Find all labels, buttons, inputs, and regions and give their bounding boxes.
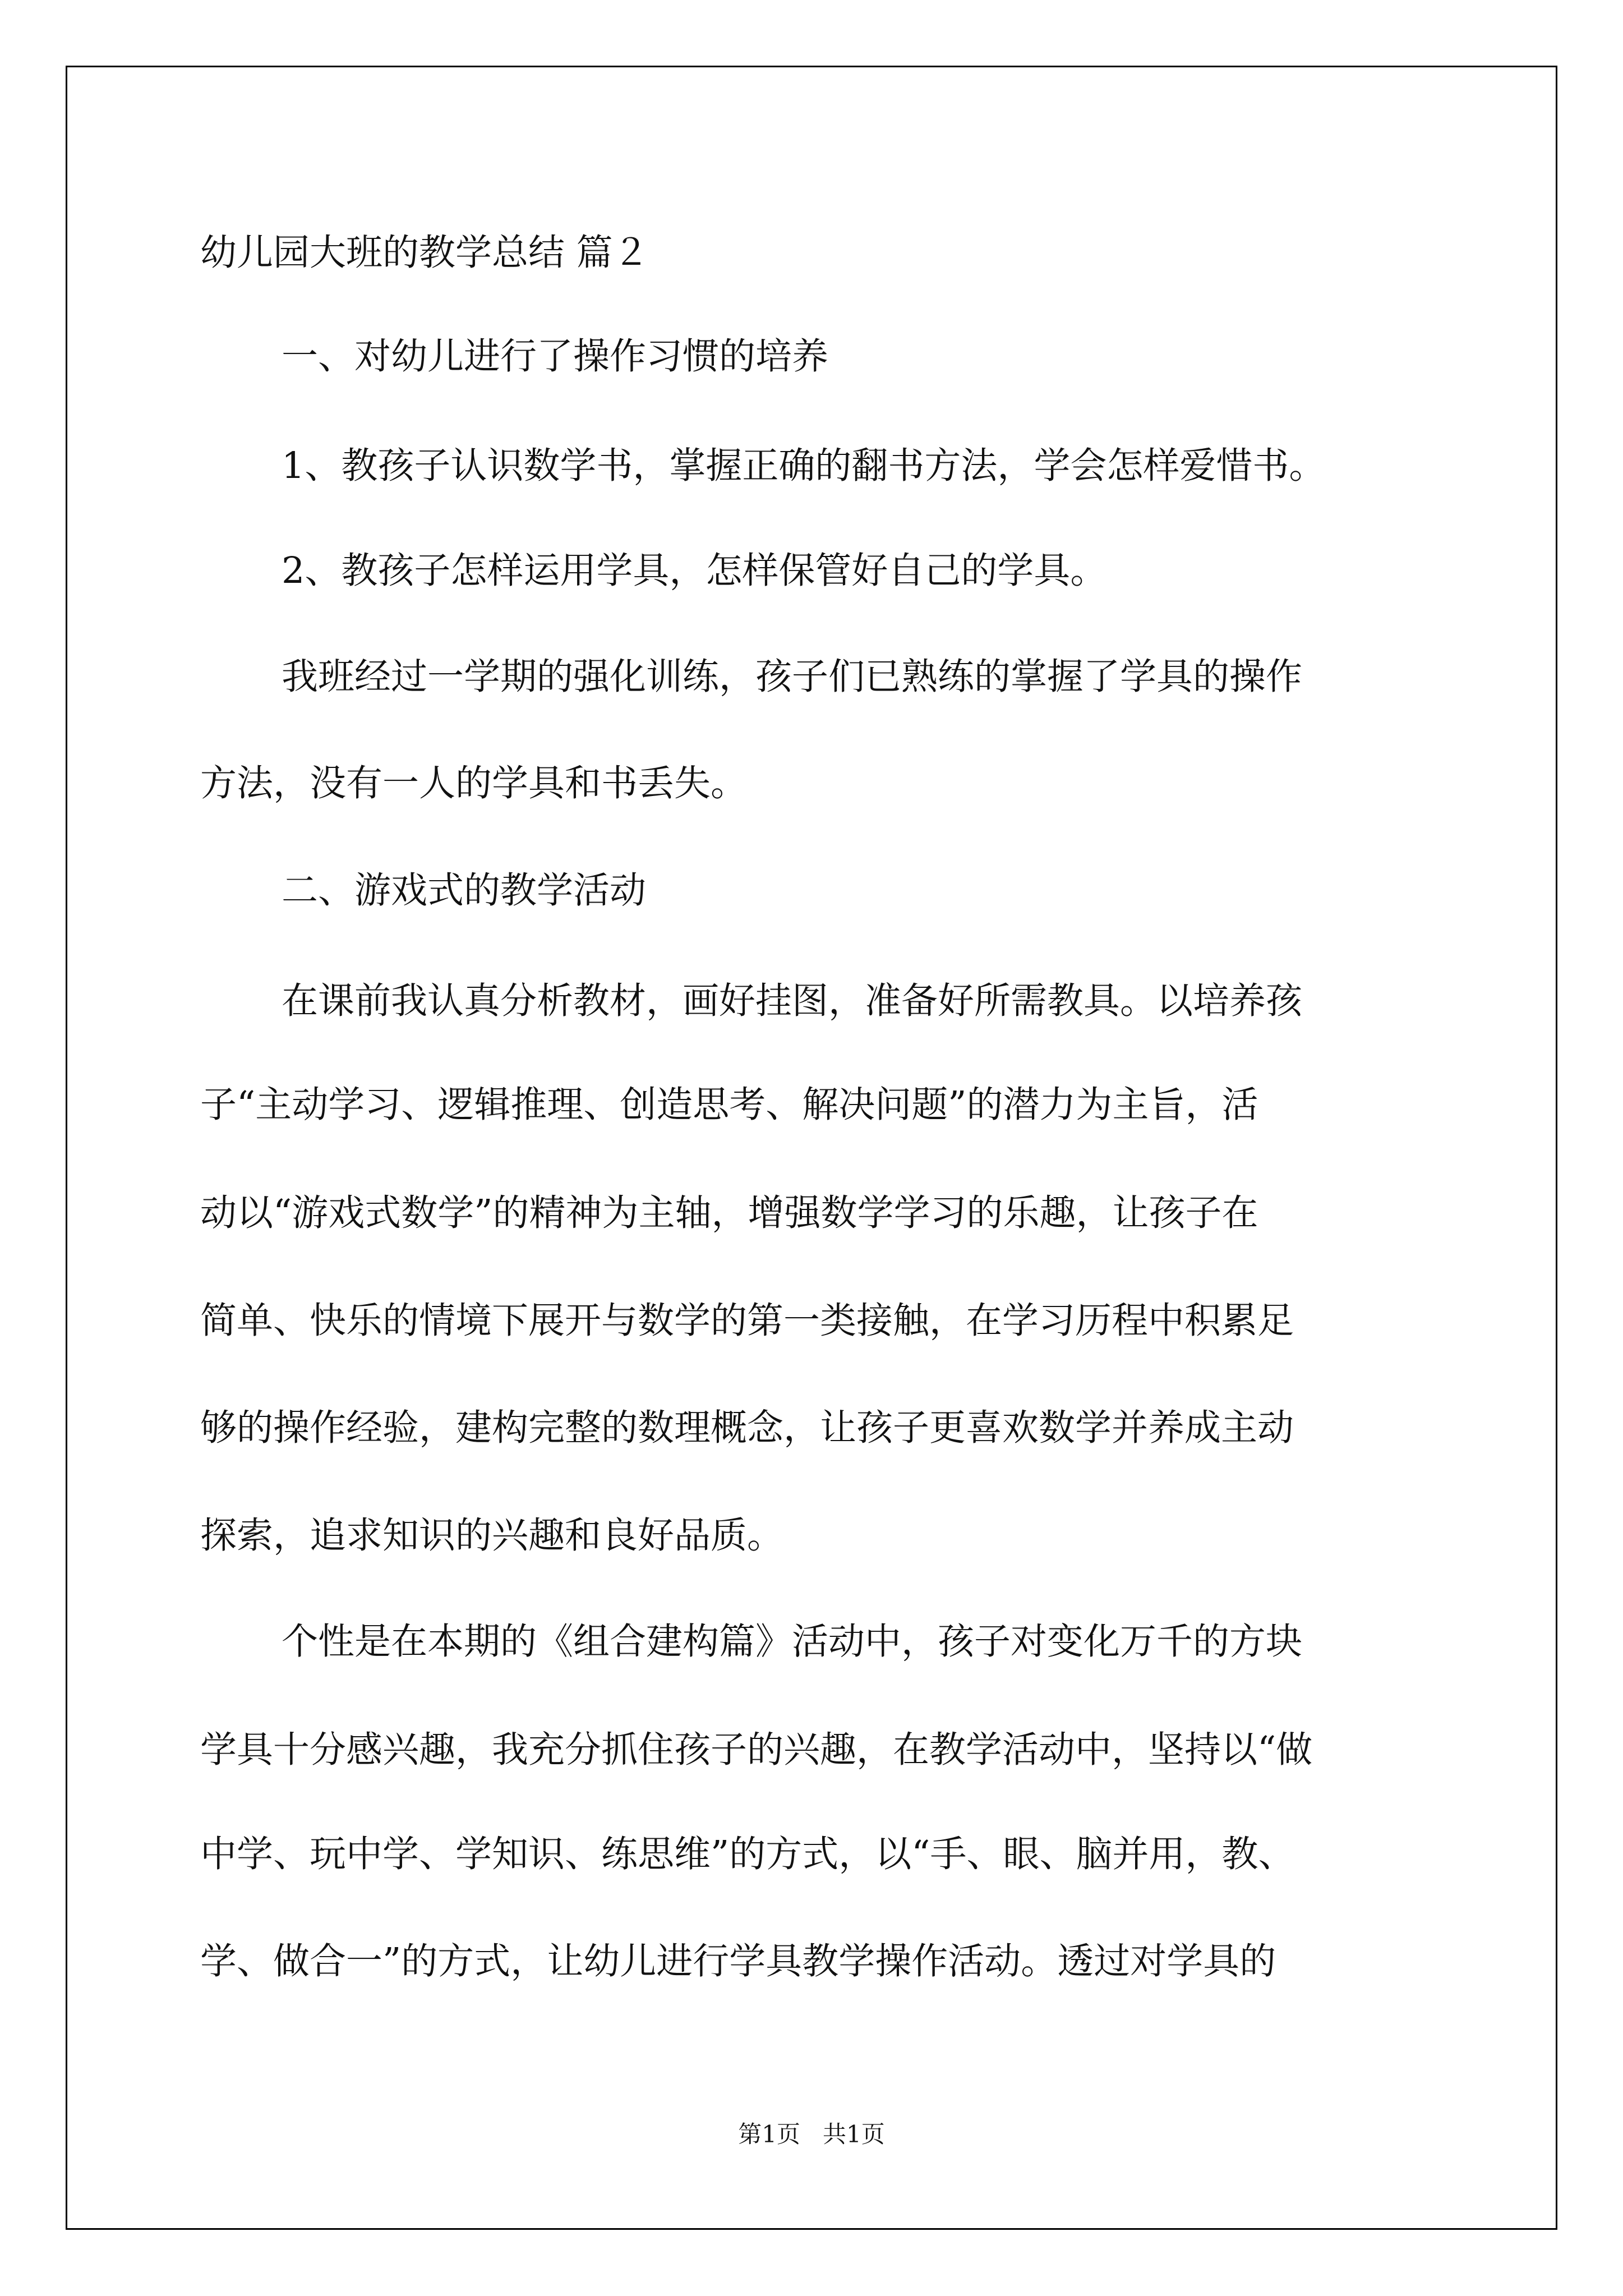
paragraph-line: 中学、玩中学、学知识、练思维”的方式，以“手、眼、脑并用，教、 (200, 1833, 1295, 1875)
paragraph-line: 子“主动学习、逻辑推理、创造思考、解决问题”的潜力为主旨，活 (200, 1084, 1258, 1126)
paragraph-line: 在课前我认真分析教材，画好挂图，准备好所需教具。以培养孩 (282, 980, 1303, 1022)
paragraph-line: 探索，追求知识的兴趣和良好品质。 (200, 1515, 784, 1557)
paragraph-line: 动以“游戏式数学”的精神为主轴，增强数学学习的乐趣，让孩子在 (200, 1192, 1258, 1234)
paragraph-line: 学具十分感兴趣，我充分抓住孩子的兴趣，在教学活动中，坚持以“做 (200, 1729, 1313, 1771)
paragraph-line: 个性是在本期的《组合建构篇》活动中，孩子对变化万千的方块 (282, 1621, 1303, 1663)
document-title: 幼儿园大班的教学总结 篇２ (200, 232, 649, 274)
section-heading: 一、对幼儿进行了操作习惯的培养 (282, 335, 829, 378)
paragraph-line: 2、教孩子怎样运用学具，怎样保管好自己的学具。 (282, 550, 1107, 592)
paragraph-line: 够的操作经验，建构完整的数理概念，让孩子更喜欢数学并养成主动 (200, 1407, 1294, 1449)
paragraph-line: 简单、快乐的情境下展开与数学的第一类接触，在学习历程中积累足 (200, 1300, 1294, 1342)
page-footer: 第1页 共1页 (738, 2120, 885, 2148)
page-border (66, 66, 1557, 2230)
paragraph-line: 1、教孩子认识数学书，掌握正确的翻书方法，学会怎样爱惜书。 (282, 445, 1326, 487)
paragraph-line: 学、做合一”的方式，让幼儿进行学具教学操作活动。透过对学具的 (200, 1940, 1276, 1982)
paragraph-line: 方法，没有一人的学具和书丢失。 (200, 762, 748, 804)
section-heading: 二、游戏式的教学活动 (282, 869, 647, 912)
paragraph-line: 我班经过一学期的强化训练，孩子们已熟练的掌握了学具的操作 (282, 656, 1303, 698)
